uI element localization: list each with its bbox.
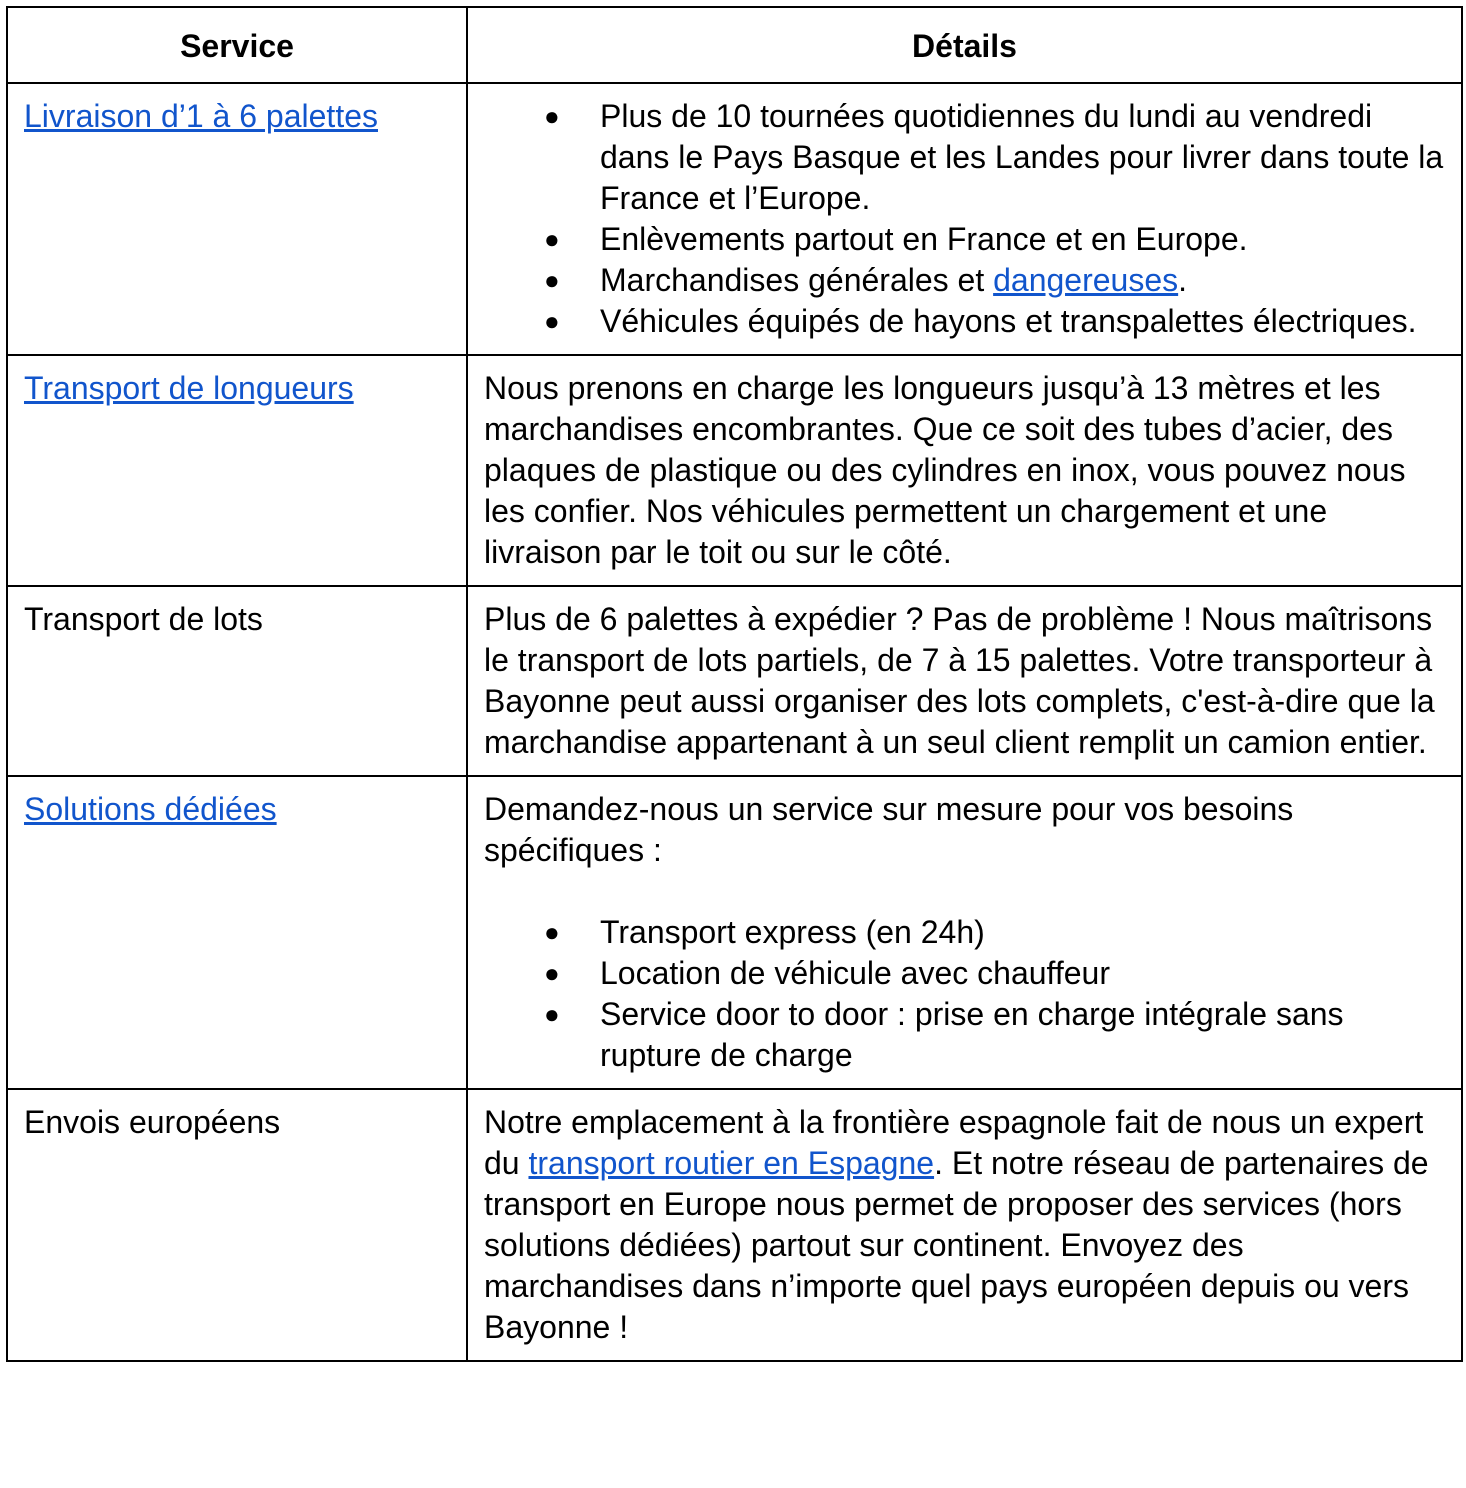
services-sheet bbox=[6, 6, 1461, 1362]
header-row bbox=[7, 7, 1462, 83]
list-item-text: Véhicules équipés de hayons et transpalettes électriques. bbox=[600, 303, 1417, 339]
details-cell bbox=[467, 776, 1462, 1089]
transport-espagne-link[interactable]: transport routier en Espagne bbox=[528, 1145, 935, 1181]
header-service: Service bbox=[7, 7, 467, 83]
list-item bbox=[484, 301, 1445, 342]
spacer bbox=[484, 871, 1445, 912]
bullet-icon: ● bbox=[544, 265, 560, 295]
details-cell bbox=[467, 83, 1462, 355]
list-item bbox=[484, 953, 1445, 994]
details-text-end: . Et notre réseau de partenaires de transport en Europe nous permet de proposer des services (hors solutions dédiées) partout sur continent. Envoyez des marchandises dans n’importe quel pays européen depuis ou vers Bayonne ! bbox=[484, 1145, 1429, 1345]
details-text: Nous prenons en charge les longueurs jusqu’à 13 mètres et les marchandises encombrantes. Que ce soit des tubes d’acier, des plaques de plastique ou des cylindres en inox, vous pouvez nous les confier. Nos véhicules permettent un chargement et une livraison par le toit ou sur le côté. bbox=[484, 370, 1406, 570]
list-item-text: Service door to door : prise en charge intégrale sans rupture de charge bbox=[600, 996, 1344, 1073]
service-cell bbox=[7, 1089, 467, 1361]
list-item-text: Location de véhicule avec chauffeur bbox=[600, 955, 1110, 991]
service-label: Envois européens bbox=[24, 1104, 281, 1140]
details-bullet-list bbox=[484, 912, 1445, 1076]
list-item bbox=[484, 994, 1445, 1076]
list-item bbox=[484, 912, 1445, 953]
bullet-icon: ● bbox=[544, 999, 560, 1029]
details-cell bbox=[467, 1089, 1462, 1361]
details-bullet-list bbox=[484, 96, 1445, 342]
dangereuses-link[interactable]: dangereuses bbox=[993, 262, 1179, 298]
details-cell bbox=[467, 586, 1462, 776]
list-item bbox=[484, 260, 1445, 301]
service-link-solutions[interactable]: Solutions dédiées bbox=[24, 791, 277, 827]
service-cell bbox=[7, 355, 467, 586]
service-label: Transport de lots bbox=[24, 601, 263, 637]
table-row bbox=[7, 776, 1462, 1089]
bullet-icon: ● bbox=[544, 101, 560, 131]
details-text bbox=[484, 1102, 1445, 1348]
bullet-icon: ● bbox=[544, 224, 560, 254]
list-item-text: Plus de 10 tournées quotidiennes du lundi au vendredi dans le Pays Basque et les Landes pour livrer dans toute la France et l’Europe. bbox=[600, 98, 1444, 216]
details-text-start: Notre emplacement à la frontière espagnole fait de nous un expert du bbox=[484, 1104, 1424, 1181]
service-link-livraison[interactable]: Livraison d’1 à 6 palettes bbox=[24, 98, 378, 134]
service-link-longueurs[interactable]: Transport de longueurs bbox=[24, 370, 354, 406]
details-text: Plus de 6 palettes à expédier ? Pas de problème ! Nous maîtrisons le transport de lots partiels, de 7 à 15 palettes. Votre transporteur à Bayonne peut aussi organiser des lots complets, c'est-à-dire que la marchandise appartenant à un seul client remplit un camion entier. bbox=[484, 601, 1435, 760]
list-item bbox=[484, 96, 1445, 219]
bullet-icon: ● bbox=[544, 306, 560, 336]
table-row bbox=[7, 1089, 1462, 1361]
header-details: Détails bbox=[467, 7, 1462, 83]
details-cell bbox=[467, 355, 1462, 586]
service-cell bbox=[7, 586, 467, 776]
services-table bbox=[6, 6, 1463, 1362]
bullet-icon: ● bbox=[544, 958, 560, 988]
list-item-text: Transport express (en 24h) bbox=[600, 914, 985, 950]
details-intro: Demandez-nous un service sur mesure pour vos besoins spécifiques : bbox=[484, 791, 1294, 868]
list-item bbox=[484, 219, 1445, 260]
table-row bbox=[7, 83, 1462, 355]
table-row bbox=[7, 586, 1462, 776]
bullet-icon: ● bbox=[544, 917, 560, 947]
list-item-text-end: . bbox=[1178, 262, 1188, 298]
service-cell bbox=[7, 83, 467, 355]
list-item-text: Enlèvements partout en France et en Europe. bbox=[600, 221, 1248, 257]
table-row bbox=[7, 355, 1462, 586]
service-cell bbox=[7, 776, 467, 1089]
list-item-text: Marchandises générales et bbox=[600, 262, 994, 298]
